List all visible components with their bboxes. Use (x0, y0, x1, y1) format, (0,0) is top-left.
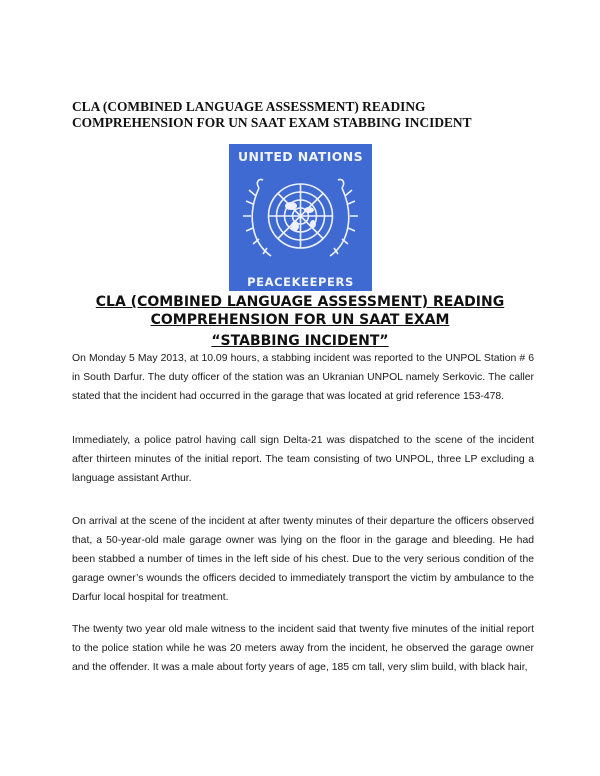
subtitle-line-2: COMPREHENSION FOR UN SAAT EXAM (150, 312, 450, 328)
logo-text-top: UNITED NATIONS (237, 149, 364, 164)
document-title: CLA (COMBINED LANGUAGE ASSESSMENT) READING COMPREHENSION FOR UN SAAT EXAM STABBING INCIDENT (72, 99, 472, 130)
un-emblem-icon (229, 144, 372, 291)
subtitle-line-3: “STABBING INCIDENT” (211, 333, 389, 349)
paragraph-2: Immediately, a police patrol having call sign Delta-21 was dispatched to the scene of the incident after thirteen minutes of the initial report. The team consisting of two UNPOL, three LP excluding a language assistant Arthur. (72, 435, 534, 484)
paragraph-4: The twenty two year old male witness to the incident said that twenty five minutes of the initial report to the police station while he was 20 meters away from the incident, he observed the garage owner and the offender. It was a male about forty years of age, 185 cm tall, very slim build, with black hair, (72, 624, 534, 673)
logo-text-bottom: PEACEKEEPERS (247, 275, 354, 289)
subtitle-line-1: CLA (COMBINED LANGUAGE ASSESSMENT) READING (95, 294, 505, 310)
un-peacekeepers-logo (229, 144, 372, 291)
paragraph-1: On Monday 5 May 2013, at 10.09 hours, a stabbing incident was reported to the UNPOL Station # 6 in South Darfur. The duty officer of the station was an Ukranian UNPOL namely Serkovic. The caller stated that the incident had occurred in the garage that was located at grid reference 153-478. (72, 353, 534, 402)
paragraph-3: On arrival at the scene of the incident at after twenty minutes of their departure the officers observed that, a 50-year-old male garage owner was lying on the floor in the garage and bleeding. He had been stabbed a number of times in the left side of his chest. Due to the very serious condition of the garage owner’s wounds the officers decided to immediately transport the victim by ambulance to the Darfur local hospital for treatment. (72, 516, 534, 603)
